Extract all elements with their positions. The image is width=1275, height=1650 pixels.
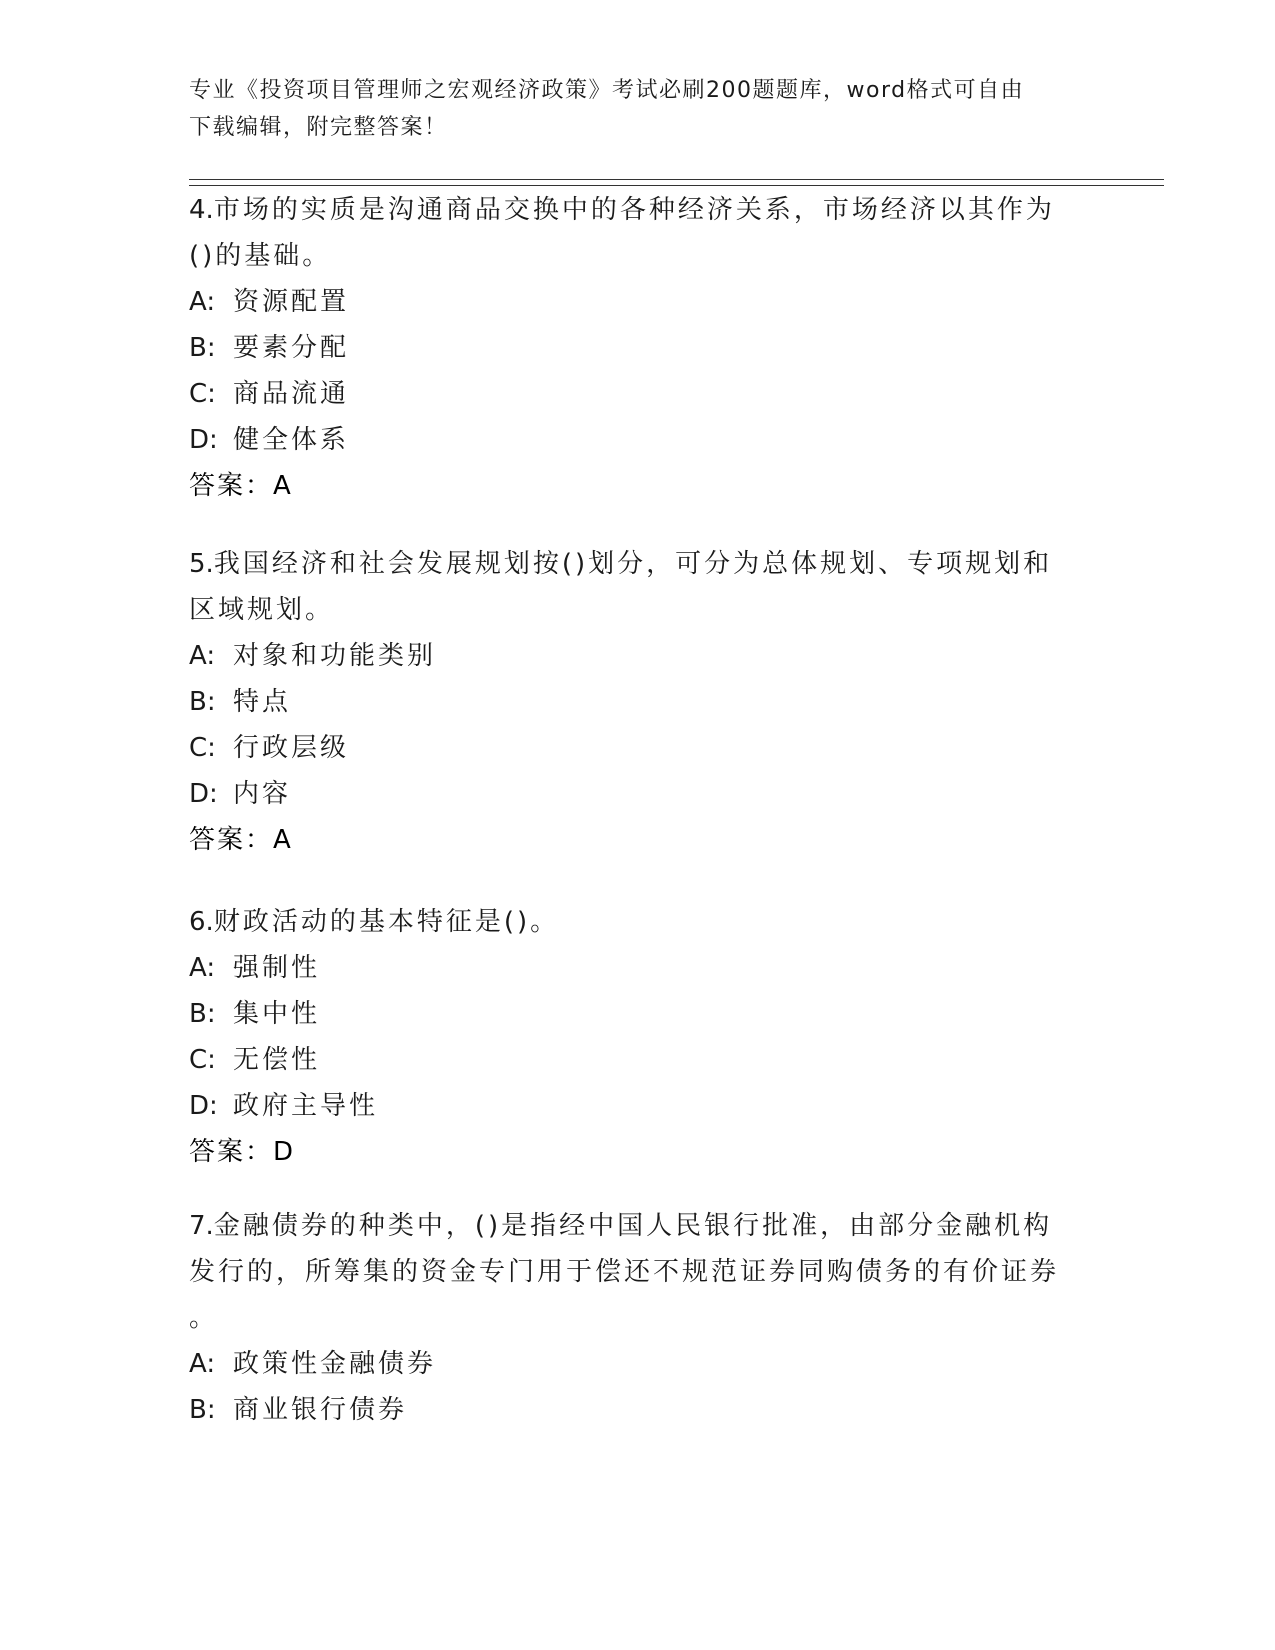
header-divider-bottom bbox=[189, 185, 1164, 186]
question-line: 金融债券的种类中，()是指经中国人民银行批准，由部分金融机构 bbox=[213, 1211, 1053, 1241]
answer: 答案：A bbox=[189, 825, 293, 855]
option-c: C: 商品流通 bbox=[189, 379, 350, 409]
option-b: B: 特点 bbox=[189, 687, 292, 717]
question-6 bbox=[189, 899, 1089, 1175]
document-header bbox=[189, 72, 1089, 146]
question-number: 7. bbox=[189, 1211, 214, 1241]
question-line: 我国经济和社会发展规划按()划分，可分为总体规划、专项规划和 bbox=[213, 549, 1053, 579]
question-7 bbox=[189, 1203, 1089, 1433]
header-divider-top bbox=[189, 179, 1164, 180]
option-d: D: 政府主导性 bbox=[189, 1091, 379, 1121]
question-number: 6. bbox=[189, 907, 214, 937]
option-c: C: 无偿性 bbox=[189, 1045, 321, 1075]
header-line-2: 下载编辑，附完整答案！ bbox=[189, 115, 448, 140]
question-number: 5. bbox=[189, 549, 214, 579]
header-line-1: 专业《投资项目管理师之宏观经济政策》考试必刷200题题库，word格式可自由 bbox=[189, 78, 1025, 103]
option-a: A: 强制性 bbox=[189, 953, 321, 983]
option-b: B: 要素分配 bbox=[189, 333, 350, 363]
question-line: 财政活动的基本特征是()。 bbox=[213, 907, 560, 937]
option-d: D: 内容 bbox=[189, 779, 292, 809]
question-line: 发行的，所筹集的资金专门用于偿还不规范证券同购债务的有价证券 bbox=[189, 1257, 1060, 1287]
question-line: 。 bbox=[189, 1303, 219, 1333]
answer: 答案：A bbox=[189, 471, 293, 501]
option-a: A: 资源配置 bbox=[189, 287, 350, 317]
option-c: C: 行政层级 bbox=[189, 733, 350, 763]
question-line: ()的基础。 bbox=[189, 241, 332, 271]
option-b: B: 商业银行债券 bbox=[189, 1395, 408, 1425]
question-number: 4. bbox=[189, 195, 214, 225]
question-4 bbox=[189, 187, 1089, 509]
question-line: 市场的实质是沟通商品交换中的各种经济关系，市场经济以其作为 bbox=[213, 195, 1055, 225]
option-d: D: 健全体系 bbox=[189, 425, 350, 455]
answer: 答案：D bbox=[189, 1137, 296, 1167]
option-a: A: 政策性金融债券 bbox=[189, 1349, 437, 1379]
option-b: B: 集中性 bbox=[189, 999, 321, 1029]
question-line: 区域规划。 bbox=[189, 595, 335, 625]
option-a: A: 对象和功能类别 bbox=[189, 641, 437, 671]
question-5 bbox=[189, 541, 1089, 863]
